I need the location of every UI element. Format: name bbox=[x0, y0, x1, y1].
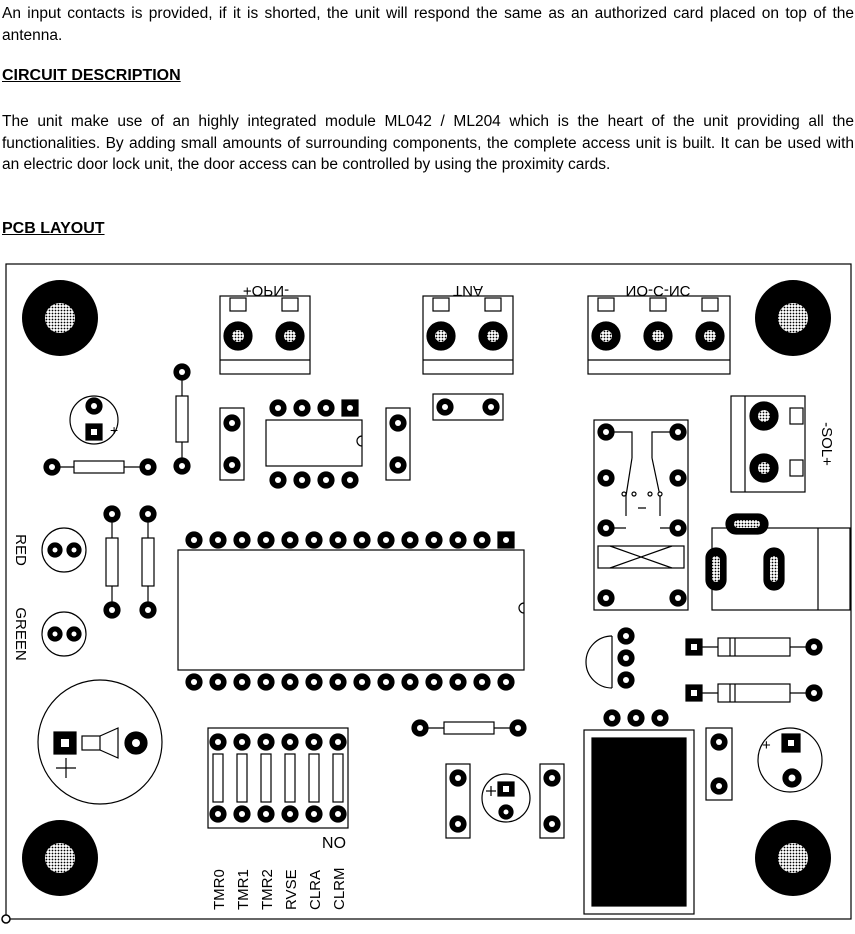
jumper-right bbox=[386, 408, 410, 480]
ic8-pad bbox=[318, 472, 334, 488]
ic-module-28pin bbox=[178, 532, 524, 690]
ic-module-pad bbox=[498, 674, 514, 690]
ic-module-pad bbox=[234, 674, 250, 690]
ic-module-pad bbox=[186, 674, 202, 690]
label-ant: ANT bbox=[453, 282, 483, 299]
ic-module-pad bbox=[426, 532, 442, 548]
switch-label: RVSE bbox=[283, 869, 300, 910]
ic-module-pad bbox=[402, 674, 418, 690]
label-opn: +OPN- bbox=[242, 282, 290, 299]
switch-label: TMR0 bbox=[211, 869, 228, 910]
dip-pad bbox=[258, 734, 274, 750]
capacitor-bottom-right bbox=[758, 728, 822, 792]
jumper-regulator bbox=[706, 728, 732, 800]
label-switch-on: ON bbox=[322, 833, 346, 850]
plus-mark: + bbox=[762, 737, 771, 754]
ic8-pad bbox=[270, 472, 286, 488]
intro-paragraph: An input contacts is provided, if it is shorted, the unit will respond the same as an authorized card placed on top of the antenna. bbox=[2, 5, 854, 44]
resistor-led-2 bbox=[140, 506, 156, 618]
dip-lever bbox=[237, 754, 247, 802]
ic-module-pad bbox=[474, 532, 490, 548]
ic8-pad bbox=[270, 400, 286, 416]
dip-pad bbox=[330, 806, 346, 822]
capacitor-bottom-middle bbox=[482, 774, 530, 822]
dip-lever bbox=[261, 754, 271, 802]
ic-module-pad bbox=[354, 674, 370, 690]
jumper-bottom-left bbox=[446, 764, 470, 838]
relay bbox=[594, 420, 688, 610]
pad-pair-top-right bbox=[433, 394, 503, 420]
jumper-bottom-right bbox=[540, 764, 564, 838]
ic-module-pad bbox=[498, 532, 514, 548]
ic-8pin bbox=[266, 400, 362, 488]
label-relay-output: NO-C-NC bbox=[625, 282, 691, 299]
ic-module-pad bbox=[306, 674, 322, 690]
terminal-ant bbox=[423, 296, 513, 374]
capacitor-small bbox=[70, 396, 118, 444]
switch-label: CLRA bbox=[307, 869, 324, 910]
resistor-led-1 bbox=[104, 506, 120, 618]
dip-pad bbox=[234, 806, 250, 822]
ic-module-pad bbox=[234, 532, 250, 548]
ic8-pad bbox=[342, 472, 358, 488]
ic-module-pad bbox=[210, 674, 226, 690]
ic-module-pad bbox=[330, 532, 346, 548]
dip-pad bbox=[282, 806, 298, 822]
label-red: RED bbox=[12, 534, 29, 566]
dip-pad bbox=[330, 734, 346, 750]
ic-module-pad bbox=[282, 674, 298, 690]
board-outline bbox=[6, 264, 851, 919]
circuit-description-heading: CIRCUIT DESCRIPTION bbox=[2, 67, 181, 84]
transistor bbox=[586, 628, 634, 688]
ic-module-pad bbox=[378, 674, 394, 690]
resistor-vertical-top bbox=[174, 364, 190, 474]
terminal-opn bbox=[220, 296, 310, 374]
dip-lever bbox=[309, 754, 319, 802]
diode-1 bbox=[686, 638, 822, 656]
jumper-left bbox=[220, 408, 244, 480]
ic-module-pad bbox=[426, 674, 442, 690]
ic-module-pad bbox=[402, 532, 418, 548]
switch-label: TMR1 bbox=[235, 869, 252, 910]
ic-module-pad bbox=[186, 532, 202, 548]
circuit-description-paragraph: The unit make use of an highly integrated module ML042 / ML204 which is the heart of the unit providing all the functionalities. By adding small amounts of surrounding components, the complete access unit is built. It can be used with an electric door lock unit, the door access can be controlled by using the proximity cards. bbox=[2, 113, 854, 174]
led-green bbox=[42, 612, 86, 656]
diode-2 bbox=[686, 684, 822, 702]
dip-pad bbox=[306, 806, 322, 822]
dip-lever bbox=[333, 754, 343, 802]
dc-jack bbox=[706, 514, 850, 610]
ic-module-pad bbox=[450, 532, 466, 548]
switch-label: CLRM bbox=[331, 867, 348, 910]
pcb-layout-diagram bbox=[0, 258, 855, 934]
plus-mark: + bbox=[110, 422, 119, 438]
dip-pad bbox=[210, 806, 226, 822]
dip-pad bbox=[234, 734, 250, 750]
ic8-pad bbox=[294, 400, 310, 416]
ic-module-pad bbox=[306, 532, 322, 548]
led-red bbox=[42, 528, 86, 572]
dip-lever bbox=[213, 754, 223, 802]
dip-pad bbox=[258, 806, 274, 822]
resistor-horizontal-bottom bbox=[412, 720, 526, 736]
pcb-layout-heading: PCB LAYOUT bbox=[2, 220, 105, 237]
ic-module-pad bbox=[354, 532, 370, 548]
origin-marker bbox=[2, 915, 10, 923]
dip-pad bbox=[210, 734, 226, 750]
label-green: GREEN bbox=[12, 607, 29, 661]
terminal-relay-output bbox=[588, 296, 730, 374]
ic-module-pad bbox=[474, 674, 490, 690]
ic-module-pad bbox=[258, 532, 274, 548]
ic-module-pad bbox=[378, 532, 394, 548]
dip-pad bbox=[282, 734, 298, 750]
label-sol: -SOL+ bbox=[818, 422, 835, 466]
buzzer bbox=[38, 680, 162, 804]
dip-switch bbox=[208, 728, 348, 828]
ic8-pad bbox=[342, 400, 358, 416]
ic-module-pad bbox=[282, 532, 298, 548]
terminal-sol bbox=[731, 396, 805, 492]
ic-module-pad bbox=[210, 532, 226, 548]
dip-lever bbox=[285, 754, 295, 802]
ic8-pad bbox=[318, 400, 334, 416]
resistor-horizontal-left bbox=[44, 459, 156, 475]
ic-module-pad bbox=[330, 674, 346, 690]
ic-module-pad bbox=[258, 674, 274, 690]
ic-module-pad bbox=[450, 674, 466, 690]
switch-label: TMR2 bbox=[259, 869, 276, 910]
voltage-regulator bbox=[584, 710, 694, 914]
dip-pad bbox=[306, 734, 322, 750]
ic8-pad bbox=[294, 472, 310, 488]
